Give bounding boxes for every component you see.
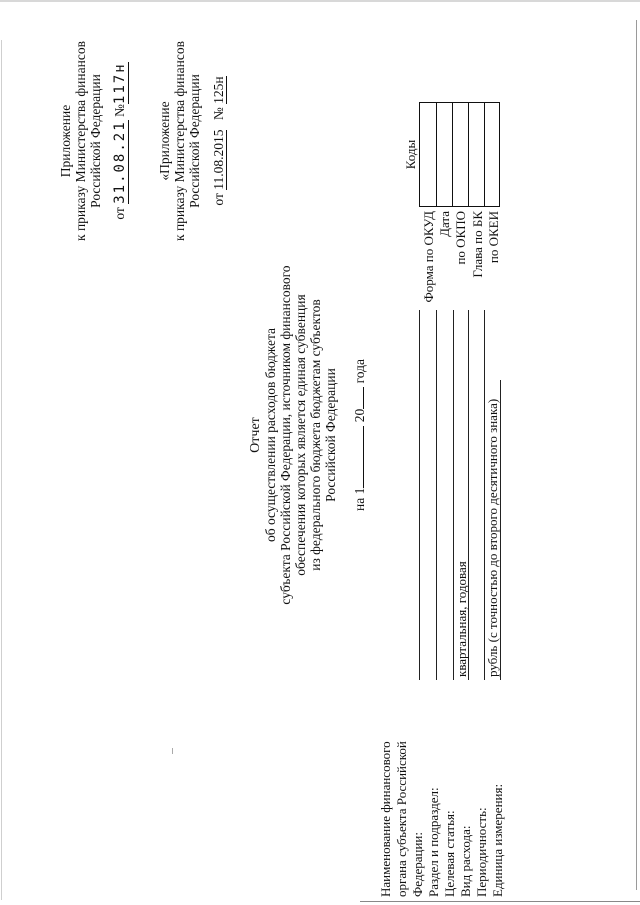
appendix-new-number: 117н (112, 62, 128, 105)
codes-row-divider (484, 103, 485, 206)
appendix-new-title: Приложение (58, 104, 73, 178)
report-date-blank-day[interactable] (363, 426, 364, 488)
report-line4: из федерального бюджета бюджетам субъектов (308, 299, 323, 571)
codes-row-divider (436, 103, 437, 206)
report-line1: об осуществлении расходов бюджета (263, 327, 278, 543)
report-line3: обеспечения которых является единая субвенция (293, 294, 308, 576)
codes-header: Коды (403, 139, 418, 170)
appendix-old-ot: от (211, 193, 226, 206)
label-section: Раздел и подраздел: (426, 787, 441, 897)
report-title-block (248, 265, 367, 605)
appendix-new-num-sign: № (112, 104, 127, 117)
report-date-line (352, 265, 367, 605)
code-label-date: Дата (437, 211, 453, 237)
codes-table (419, 102, 500, 207)
appendix-new-ot: от (112, 207, 127, 220)
appendix-old-line1: к приказу Министерства финансов (172, 41, 187, 241)
codes-row-divider (452, 103, 453, 206)
appendix-old-number: 125н (211, 76, 226, 104)
appendix-old-date-line (211, 25, 227, 257)
codes-labels (421, 211, 502, 335)
appendix-new (58, 25, 129, 257)
field-line-financial-body[interactable] (419, 310, 420, 680)
unit-value: рубль (с точностью до второго десятичного знака) (485, 398, 500, 677)
code-label-okud: Форма по ОКУД (421, 211, 436, 303)
label-financial-body-2: органа субъекта Российской (394, 741, 409, 897)
codes-row-divider (468, 103, 469, 206)
code-label-okpo: по ОКПО (453, 211, 469, 265)
label-unit: Единица измерения: (490, 783, 505, 897)
appendix-new-date-line (112, 25, 129, 257)
report-line2: субъекта Российской Федерации, источником финансового (278, 265, 293, 605)
field-line-section[interactable] (436, 310, 437, 680)
report-date-prefix: на 1 (352, 487, 367, 512)
field-line-unit[interactable] (500, 380, 501, 680)
field-labels (378, 687, 506, 897)
appendix-new-line1: к приказу Министерства финансов (73, 41, 88, 241)
report-date-mid: 20 (352, 408, 367, 423)
appendix-old-num-sign: № (211, 107, 226, 121)
report-date-blank-year[interactable] (363, 387, 364, 409)
report-line5: Российской Федерации (323, 368, 338, 502)
label-periodicity: Периодичность: (474, 807, 489, 897)
label-expense-type: Вид расхода: (458, 825, 473, 897)
appendix-old-line2: Российской Федерации (187, 74, 202, 208)
appendix-new-line2: Российской Федерации (88, 74, 103, 208)
appendix-old-title: «Приложение (157, 101, 172, 181)
report-date-suffix: года (352, 358, 367, 384)
label-target-item: Целевая статья: (442, 810, 457, 897)
label-financial-body-3: Федерации: (410, 831, 425, 897)
report-heading: Отчет (248, 417, 263, 453)
appendix-old-date: 11.08.2015 (211, 129, 226, 190)
code-label-okei: по ОКЕИ (485, 211, 501, 264)
code-label-glava: Глава по БК (469, 211, 485, 278)
appendix-old (157, 25, 227, 257)
periodicity-value: квартальная, годовая (454, 561, 469, 677)
label-financial-body-1: Наименование финансового (378, 741, 393, 897)
appendix-new-date: 31.08.21 (112, 120, 128, 204)
